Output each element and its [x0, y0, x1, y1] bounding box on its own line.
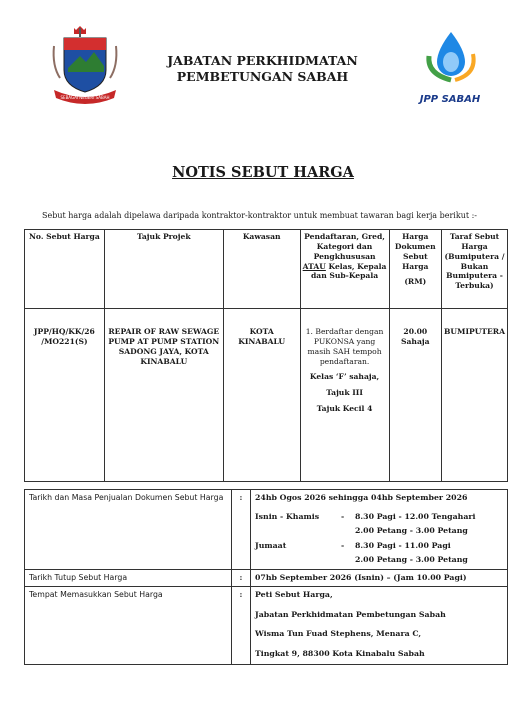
header-tajuk: Tajuk Projek	[104, 230, 223, 309]
close-row	[25, 569, 508, 587]
header-no: No. Sebut Harga	[25, 230, 105, 309]
place-line: Tingkat 9, 88300 Kota Kinabalu Sabah	[255, 648, 425, 658]
sabah-crest-logo	[50, 26, 120, 106]
place-row	[25, 587, 508, 665]
schedule-day	[255, 526, 341, 537]
schedule-dash: -	[341, 540, 345, 550]
sale-dates: 24hb Ogos 2026 sehingga 04hb September 2026	[255, 493, 468, 502]
schedule-dash: -	[341, 511, 345, 521]
header-kawasan: Kawasan	[223, 230, 300, 309]
sale-row	[25, 490, 508, 570]
place-line: Peti Sebut Harga,	[255, 590, 333, 600]
quotation-table	[24, 229, 508, 482]
jpp-logo-text: JPP SABAH	[419, 94, 481, 105]
cell-taraf: BUMIPUTERA	[442, 309, 508, 482]
header-harga-label: Harga Dokumen Sebut Harga	[394, 232, 436, 271]
header-pendaftaran	[300, 230, 389, 309]
place-colon: :	[232, 587, 251, 665]
schedule-day: Isnin - Khamis	[255, 511, 320, 521]
close-colon: :	[232, 569, 251, 587]
header-harga	[389, 230, 441, 309]
cell-harga-note: Sahaja	[401, 336, 430, 346]
close-value: 07hb September 2026 (Isnin) – (Jam 10.00 Pagi)	[251, 569, 508, 587]
details-table	[24, 489, 508, 665]
sale-value	[251, 490, 508, 570]
schedule-dash	[341, 555, 355, 566]
intro-text: Sebut harga adalah dipelawa daripada kontraktor-kontraktor untuk membuat tawaran bagi kerja berikut :-	[42, 211, 477, 220]
header-pendaftaran-atau: ATAU	[302, 261, 326, 271]
cell-kelas: Kelas ‘F’ sahaja,	[309, 372, 380, 382]
sale-colon: :	[232, 490, 251, 570]
header-taraf: Taraf Sebut Harga (Bumiputera / Bukan Bumiputera - Terbuka)	[442, 230, 508, 309]
schedule-day: Jumaat	[255, 540, 287, 550]
cell-kawasan: KOTA KINABALU	[223, 309, 300, 482]
cell-no: JPP/HQ/KK/26 /MO221(S)	[25, 309, 105, 482]
schedule-dash	[341, 526, 355, 537]
cell-harga-value: 20.00	[403, 327, 428, 336]
department-name-line1: JABATAN PERKHIDMATAN	[167, 53, 358, 68]
header-pendaftaran-b: Kelas, Kepala dan Sub-Kepala	[310, 261, 387, 281]
cell-tajuk: REPAIR OF RAW SEWAGE PUMP AT PUMP STATION SADONG JAYA, KOTA KINABALU	[104, 309, 223, 482]
schedule-time: 2.00 Petang - 3.00 Petang	[355, 555, 468, 565]
schedule-time: 2.00 Petang - 3.00 Petang	[355, 526, 468, 536]
header-harga-unit: (RM)	[404, 277, 427, 287]
table-row	[25, 309, 508, 482]
cell-tajuk-kecil: Tajuk Kecil 4	[316, 404, 373, 414]
jpp-sabah-logo	[415, 30, 487, 90]
place-line: Wisma Tun Fuad Stephens, Menara C,	[255, 629, 422, 639]
place-label: Tempat Memasukkan Sebut Harga	[25, 587, 232, 665]
crest-motto: SEBAGAI NEGERI SABAH	[60, 95, 110, 100]
place-line: Jabatan Perkhidmatan Pembetungan Sabah	[255, 609, 446, 619]
table-header-row	[25, 230, 508, 309]
place-value	[251, 587, 508, 665]
cell-pendaftaran	[300, 309, 389, 482]
cell-harga	[389, 309, 441, 482]
department-name-line2: PEMBETUNGAN SABAH	[176, 69, 349, 84]
schedule-time: 8.30 Pagi - 12.00 Tengahari	[355, 511, 476, 521]
sale-label: Tarikh dan Masa Penjualan Dokumen Sebut Harga	[25, 490, 232, 570]
schedule-time: 8.30 Pagi - 11.00 Pagi	[355, 540, 451, 550]
schedule-day	[255, 555, 341, 566]
sale-schedule	[255, 512, 503, 566]
close-label: Tarikh Tutup Sebut Harga	[25, 569, 232, 587]
notice-title: NOTIS SEBUT HARGA	[172, 164, 354, 181]
header-pendaftaran-a: Pendaftaran, Gred, Kategori dan Pengkhususan	[304, 232, 385, 261]
cell-reg-item: 1. Berdaftar dengan PUKONSA yang masih SAH tempoh pendaftaran.	[305, 327, 384, 366]
cell-tajuk-iii: Tajuk III	[326, 388, 363, 398]
